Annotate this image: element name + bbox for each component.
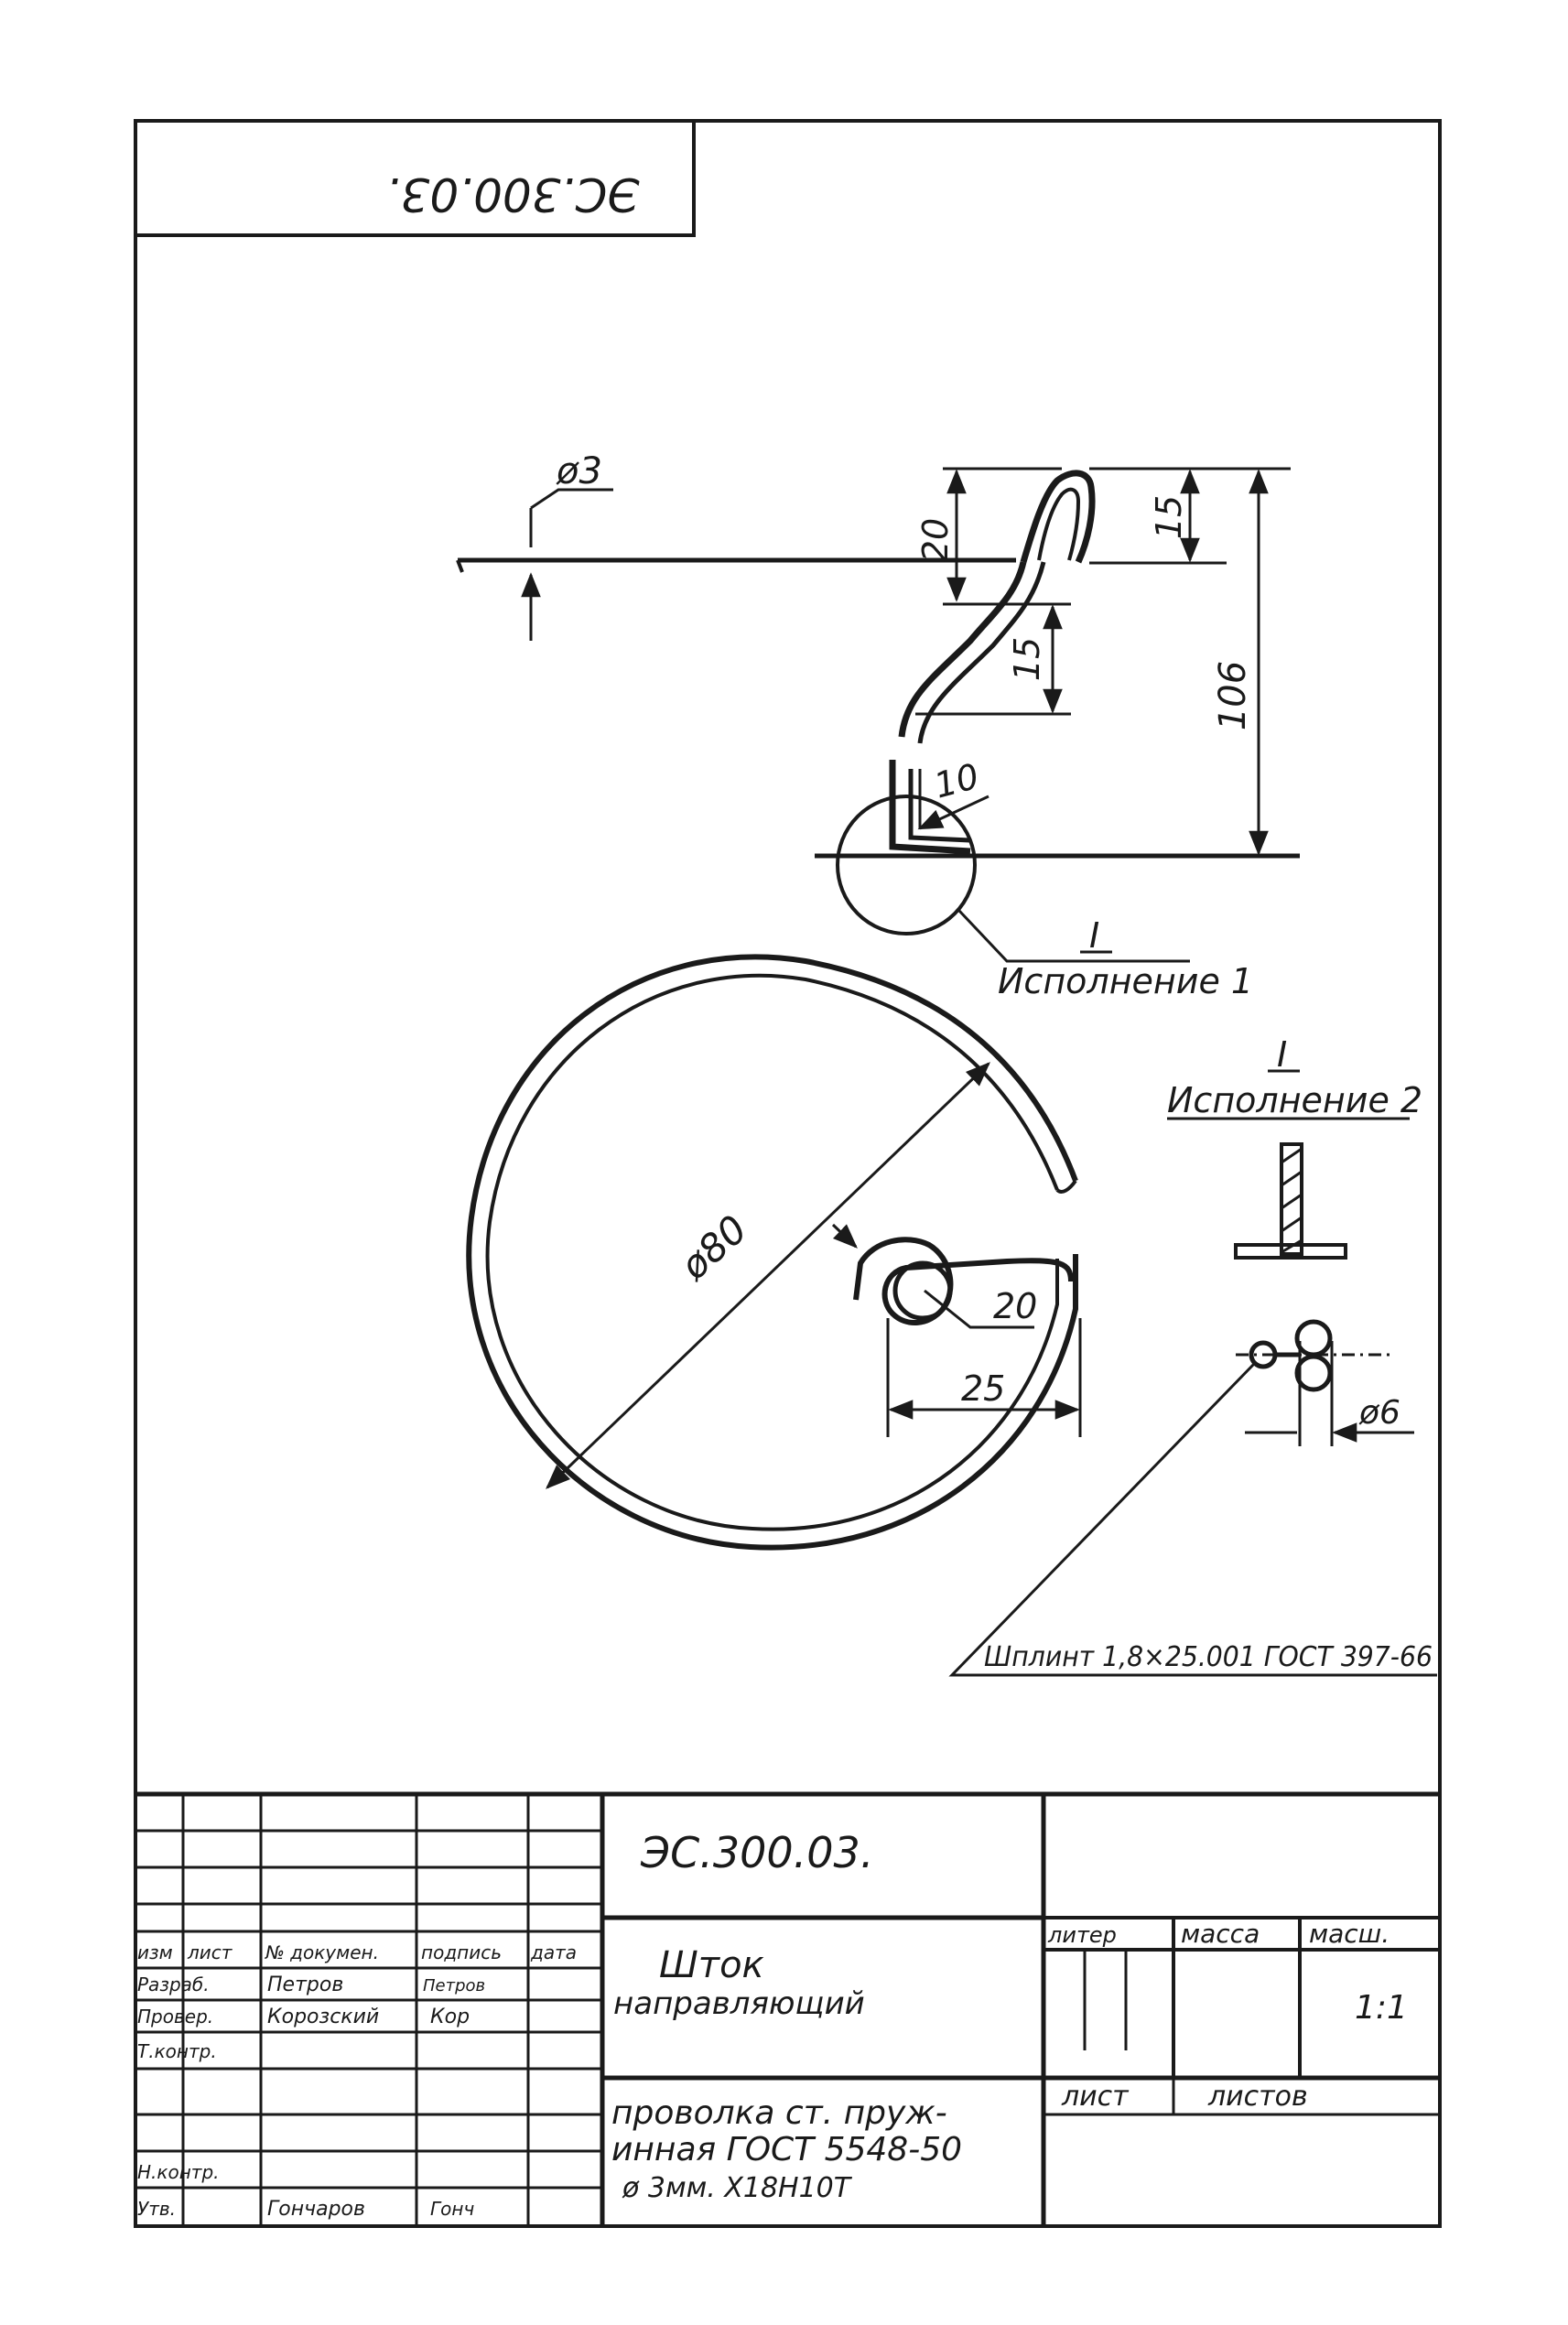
detail-circle-1 (838, 796, 975, 934)
col-doc: № докумен. (265, 1941, 379, 1963)
dim-hook-height: 20 (915, 517, 956, 563)
ring-outer (469, 957, 1076, 1547)
top-stamp-box (135, 121, 694, 235)
dim-eye-radius: 20 (993, 1286, 1038, 1326)
hook-outline (1023, 473, 1092, 562)
dim-offset: 10 (929, 755, 984, 806)
row-tkontr: Т.контр. (137, 2040, 217, 2062)
callout-2-mark: I (1277, 1034, 1288, 1075)
cotter-pin-note: Шплинт 1,8×25.001 ГОСТ 397-66 (984, 1641, 1433, 1673)
ring-inner (488, 976, 1057, 1530)
dim-eye-width: 25 (961, 1368, 1006, 1409)
title-block (135, 1794, 1440, 2226)
dim-ring-diameter: ø80 (671, 1206, 756, 1289)
cotter-pin-lobe-top (1297, 1322, 1330, 1355)
plan-view (469, 957, 1080, 1547)
row-utv: Утв. (137, 2198, 176, 2220)
scale-value: 1:1 (1355, 1989, 1408, 2027)
callout-2-label: Исполнение 2 (1167, 1080, 1423, 1120)
title-material-3: ø 3мм. Х18Н10Т (622, 2172, 851, 2204)
side-view (458, 450, 1300, 1001)
row-prover: Провер. (137, 2006, 214, 2028)
sign-prover: Кор (430, 2006, 470, 2028)
dim-bend-height: 15 (1007, 636, 1047, 682)
col-izm: изм (137, 1941, 173, 1963)
sheet-frame (135, 121, 1440, 2226)
sign-razrab: Петров (423, 1976, 486, 1995)
name-prover: Корозский (267, 2006, 380, 2028)
top-stamp-text: ЭС.300.03. (385, 168, 640, 221)
col-date: дата (531, 1941, 577, 1963)
dim-hook-inner: 15 (1149, 494, 1189, 540)
col-list: лист (188, 1941, 232, 1963)
pin-hatch (1281, 1149, 1302, 1252)
hdr-masshtab: масш. (1309, 1919, 1390, 1949)
sign-utv: Гонч (430, 2198, 475, 2220)
dim-pin-diameter: ø6 (1359, 1394, 1400, 1432)
name-razrab: Петров (267, 1974, 344, 1996)
dim-total-height: 106 (1212, 660, 1254, 731)
hdr-massa: масса (1181, 1919, 1260, 1949)
rod-body-s-curve (902, 562, 1023, 737)
dim-rod-diameter: ø3 (557, 450, 602, 492)
hdr-listov: листов (1208, 2081, 1308, 2113)
callout-1-mark: I (1089, 915, 1100, 956)
title-material-2: инная ГОСТ 5548-50 (611, 2131, 963, 2168)
title-material-1: проволка ст. пруж- (611, 2094, 947, 2132)
eye-loop (856, 1239, 1071, 1323)
callout-1-label: Исполнение 1 (998, 961, 1254, 1001)
title-part-name-1: Шток (659, 1944, 764, 1986)
hdr-list: лист (1062, 2081, 1129, 2113)
title-doc-number: ЭС.300.03. (641, 1828, 874, 1877)
row-nkontr: Н.контр. (137, 2161, 220, 2183)
hdr-litera: литер (1048, 1922, 1117, 1948)
col-sign: подпись (421, 1941, 502, 1963)
name-utv: Гончаров (267, 2198, 365, 2221)
row-razrab: Разраб. (137, 1974, 210, 1995)
cotter-pin-lobe-bot (1297, 1357, 1330, 1390)
title-part-name-2: направляющий (613, 1985, 865, 2022)
eye-circle (895, 1263, 950, 1318)
detail-leader-1 (959, 911, 1190, 961)
detail-view-2 (952, 1034, 1437, 1675)
dim-ring-diameter-line (547, 1064, 989, 1487)
